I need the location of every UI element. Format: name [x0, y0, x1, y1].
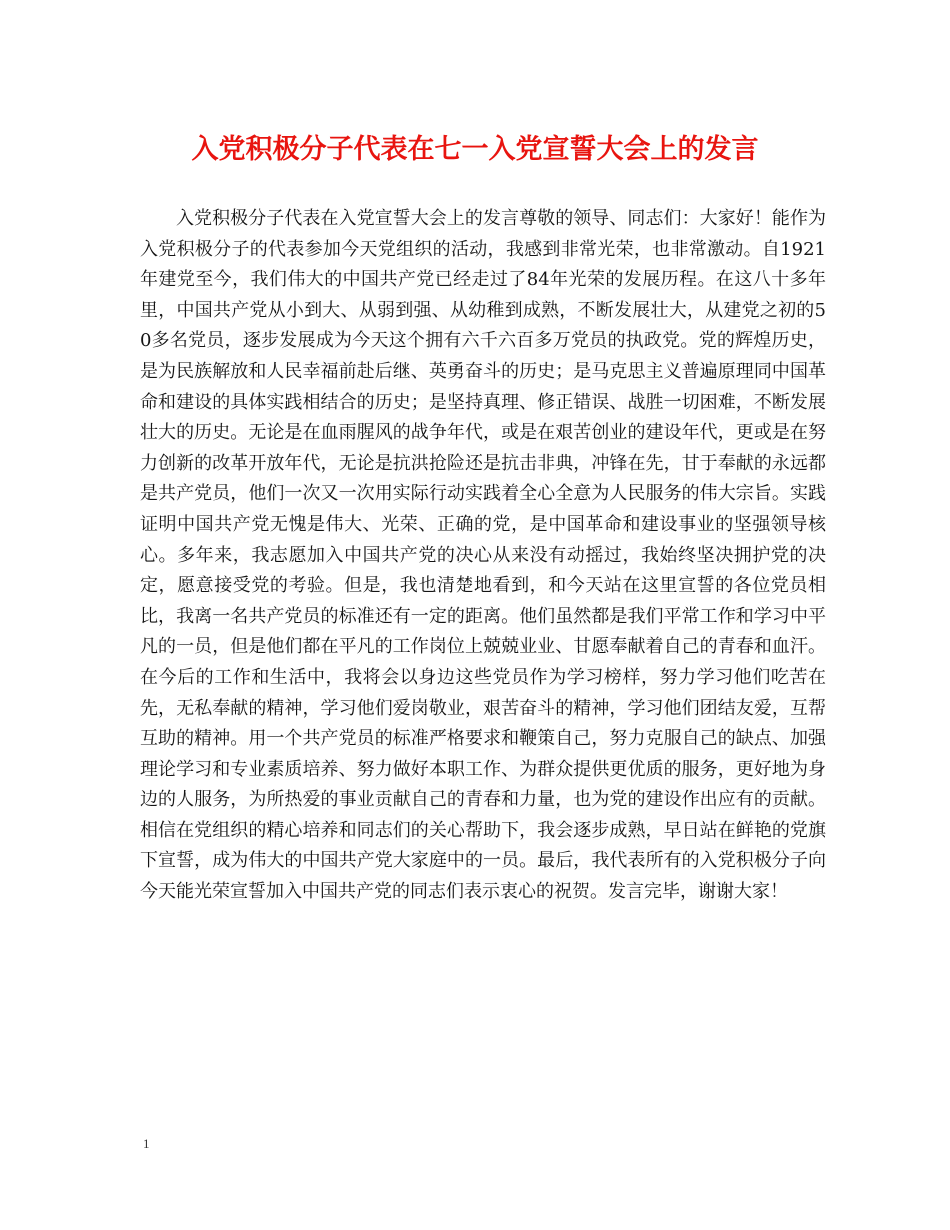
- document-title: 入党积极分子代表在七一入党宣誓大会上的发言: [191, 134, 759, 165]
- page-number: 1: [143, 1136, 150, 1151]
- speech-body-paragraph: 入党积极分子代表在入党宣誓大会上的发言尊敬的领导、同志们：大家好！能作为入党积极分子的代表参加今天党组织的活动，我感到非常光荣，也非常激动。自1921年建党至今，我们伟大的中国共产党已经走过了84年光荣的发展历程。在这八十多年里，中国共产党从小到大、从弱到强、从幼稚到成熟，不断发展壮大，从建党之初的50多名党员，逐步发展成为今天这个拥有六千六百多万党员的执政党。党的辉煌历史，是为民族解放和人民幸福前赴后继、英勇奋斗的历史；是马克思主义普遍原理同中国革命和建设的具体实践相结合的历史；是坚持真理、修正错误、战胜一切困难，不断发展壮大的历史。无论是在血雨腥风的战争年代，或是在艰苦创业的建设年代，更或是在努力创新的改革开放年代，无论是抗洪抢险还是抗击非典，冲锋在先，甘于奉献的永远都是共产党员，他们一次又一次用实际行动实践着全心全意为人民服务的伟大宗旨。实践证明中国共产党无愧是伟大、光荣、正确的党，是中国革命和建设事业的坚强领导核心。多年来，我志愿加入中国共产党的决心从来没有动摇过，我始终坚决拥护党的决定，愿意接受党的考验。但是，我也清楚地看到，和今天站在这里宣誓的各位党员相比，我离一名共产党员的标准还有一定的距离。他们虽然都是我们平常工作和学习中平凡的一员，但是他们都在平凡的工作岗位上兢兢业业、甘愿奉献着自己的青春和血汗。在今后的工作和生活中，我将会以身边这些党员作为学习榜样，努力学习他们吃苦在先，无私奉献的精神，学习他们爱岗敬业，艰苦奋斗的精神，学习他们团结友爱，互帮互助的精神。用一个共产党员的标准严格要求和鞭策自己，努力克服自己的缺点、加强理论学习和专业素质培养、努力做好本职工作、为群众提供更优质的服务，更好地为身边的人服务，为所热爱的事业贡献自己的青春和力量，也为党的建设作出应有的贡献。相信在党组织的精心培养和同志们的关心帮助下，我会逐步成熟，早日站在鲜艳的党旗下宣誓，成为伟大的中国共产党大家庭中的一员。最后，我代表所有的入党积极分子向今天能光荣宣誓加入中国共产党的同志们表示衷心的祝贺。发言完毕，谢谢大家！: [140, 208, 826, 903]
